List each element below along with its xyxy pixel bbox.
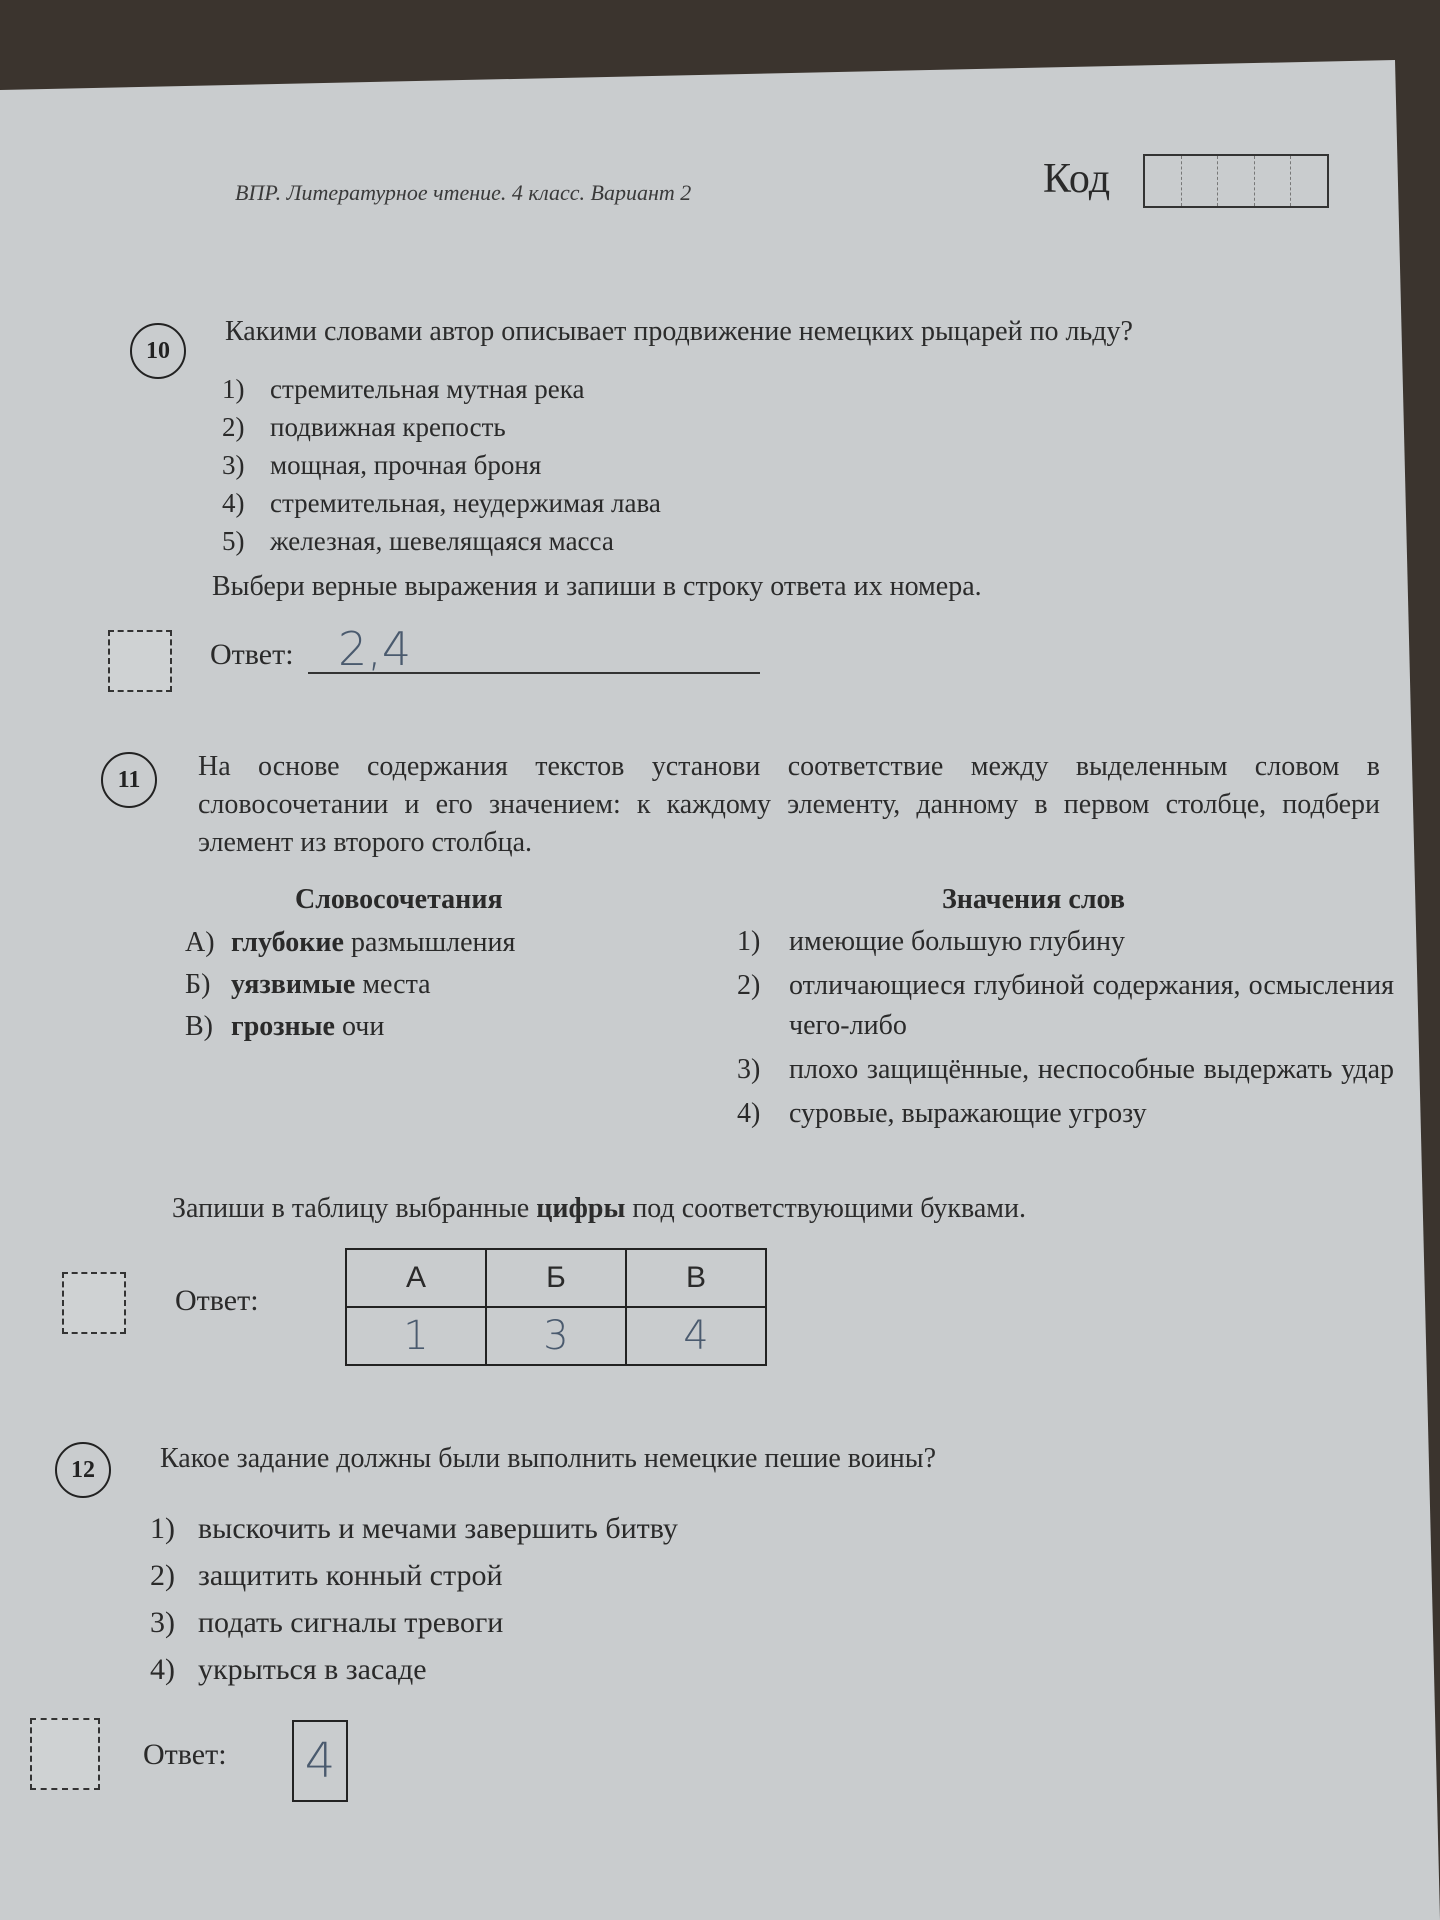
instruction-part: под соответствующими буквами. (625, 1193, 1026, 1224)
option-number: 2) (150, 1559, 175, 1592)
kod-cell[interactable] (1145, 156, 1182, 206)
option-item (222, 408, 1022, 446)
question-11-instruction (172, 1190, 1322, 1228)
answer-value-10: 2,4 (338, 622, 412, 676)
question-10-options (222, 370, 1022, 560)
meaning-text: суровые, выражающие угрозу (789, 1098, 1147, 1129)
answer-value-12: 4 (304, 1733, 336, 1789)
table-answer-row (346, 1307, 766, 1365)
table-header-cell: В (626, 1249, 766, 1307)
phrase-text (231, 922, 515, 964)
phrase-rest: очи (334, 1011, 385, 1042)
meaning-item (737, 1094, 1397, 1134)
option-item (222, 446, 1022, 484)
meaning-list (737, 922, 1397, 1138)
kod-cell[interactable] (1218, 156, 1255, 206)
meaning-number: 2) (737, 970, 761, 1001)
answer-cell-b[interactable]: 3 (486, 1307, 626, 1365)
page-header: ВПР. Литературное чтение. 4 класс. Вариант 2 (235, 180, 692, 205)
option-text: выскочить и мечами завершить битву (198, 1512, 678, 1545)
option-number: 5) (222, 526, 245, 556)
score-box-12 (30, 1718, 100, 1790)
option-number: 4) (150, 1653, 175, 1686)
question-10-text: Какими словами автор описывает продвижение немецких рыцарей по льду? (225, 316, 1133, 347)
option-item (150, 1599, 950, 1646)
question-number-11: 11 (101, 752, 157, 808)
meaning-text: отличающиеся глубиной содержания, осмысления чего-либо (789, 970, 1394, 1041)
question-11-text: На основе содержания текстов установи соответствие между выделенным словом в словосочетании и его значением: к каждому элементу, данному в первом столбце, подбери элемент из второго столбца. (198, 751, 1380, 858)
phrase-rest: места (355, 969, 431, 1000)
option-number: 1) (222, 374, 245, 404)
option-text: защитить конный строй (198, 1559, 503, 1592)
phrase-list (185, 922, 645, 1048)
answer-cell-a[interactable]: 1 (346, 1307, 486, 1365)
table-header-cell: Б (486, 1249, 626, 1307)
answer-field-10[interactable] (308, 622, 760, 676)
phrase-letter: В) (185, 1011, 213, 1042)
table-header-row (346, 1249, 766, 1307)
question-number-10: 10 (130, 323, 186, 379)
meaning-text: имеющие большую глубину (789, 926, 1125, 957)
phrase-item (185, 1006, 645, 1048)
answer-table-11 (345, 1248, 767, 1366)
option-item (222, 370, 1022, 408)
highlighted-word: уязвимые (231, 969, 356, 1000)
meaning-text: плохо защищённые, неспособные выдержать удар (789, 1054, 1394, 1085)
option-item (150, 1505, 950, 1552)
option-number: 1) (150, 1512, 175, 1545)
meaning-number: 1) (737, 926, 761, 957)
phrase-letter: А) (185, 927, 215, 958)
highlighted-word: глубокие (231, 927, 344, 958)
option-text: укрыться в засаде (198, 1653, 427, 1686)
option-text: железная, шевелящаяся масса (270, 526, 614, 556)
option-text: подвижная крепость (270, 412, 506, 442)
kod-cell[interactable] (1255, 156, 1292, 206)
meaning-item (737, 922, 1397, 962)
option-item (150, 1552, 950, 1599)
meaning-item (737, 1050, 1397, 1090)
left-column-header: Словосочетания (295, 884, 503, 915)
phrase-rest: размышления (343, 927, 516, 958)
question-number-12: 12 (55, 1442, 111, 1498)
meaning-number: 4) (737, 1098, 761, 1129)
table-header-cell: А (346, 1249, 486, 1307)
option-item (150, 1646, 950, 1693)
phrase-text (231, 1006, 384, 1048)
instruction-part: Запиши в таблицу выбранные (172, 1193, 537, 1224)
meaning-number: 3) (737, 1054, 761, 1085)
instruction-bold: цифры (536, 1193, 626, 1224)
kod-cell[interactable] (1291, 156, 1327, 206)
option-text: стремительная мутная река (270, 374, 585, 404)
option-text: подать сигналы тревоги (198, 1606, 504, 1639)
option-number: 3) (222, 450, 245, 480)
answer-field-12[interactable] (292, 1720, 348, 1802)
option-text: стремительная, неудержимая лава (270, 488, 661, 518)
option-item (222, 484, 1022, 522)
kod-input-box[interactable] (1143, 154, 1329, 208)
score-box-10 (108, 630, 172, 692)
highlighted-word: грозные (231, 1011, 335, 1042)
question-12-text: Какое задание должны были выполнить немецкие пешие воины? (160, 1443, 937, 1474)
phrase-item (185, 964, 645, 1006)
option-number: 3) (150, 1606, 175, 1639)
phrase-text (231, 964, 431, 1006)
phrase-item (185, 922, 645, 964)
answer-label-11: Ответ: (175, 1284, 259, 1317)
meaning-item (737, 966, 1397, 1046)
question-10-instruction: Выбери верные выражения и запиши в строку ответа их номера. (212, 571, 982, 602)
answer-label-10: Ответ: (210, 638, 294, 671)
kod-cell[interactable] (1182, 156, 1219, 206)
option-number: 2) (222, 412, 245, 442)
option-number: 4) (222, 488, 245, 518)
answer-label-12: Ответ: (143, 1738, 227, 1771)
kod-label: Код (1043, 156, 1111, 202)
score-box-11 (62, 1272, 126, 1334)
answer-cell-v[interactable]: 4 (626, 1307, 766, 1365)
phrase-letter: Б) (185, 969, 211, 1000)
question-12-options (150, 1505, 950, 1693)
option-text: мощная, прочная броня (270, 450, 542, 480)
right-column-header: Значения слов (942, 884, 1125, 915)
option-item (222, 522, 1022, 560)
